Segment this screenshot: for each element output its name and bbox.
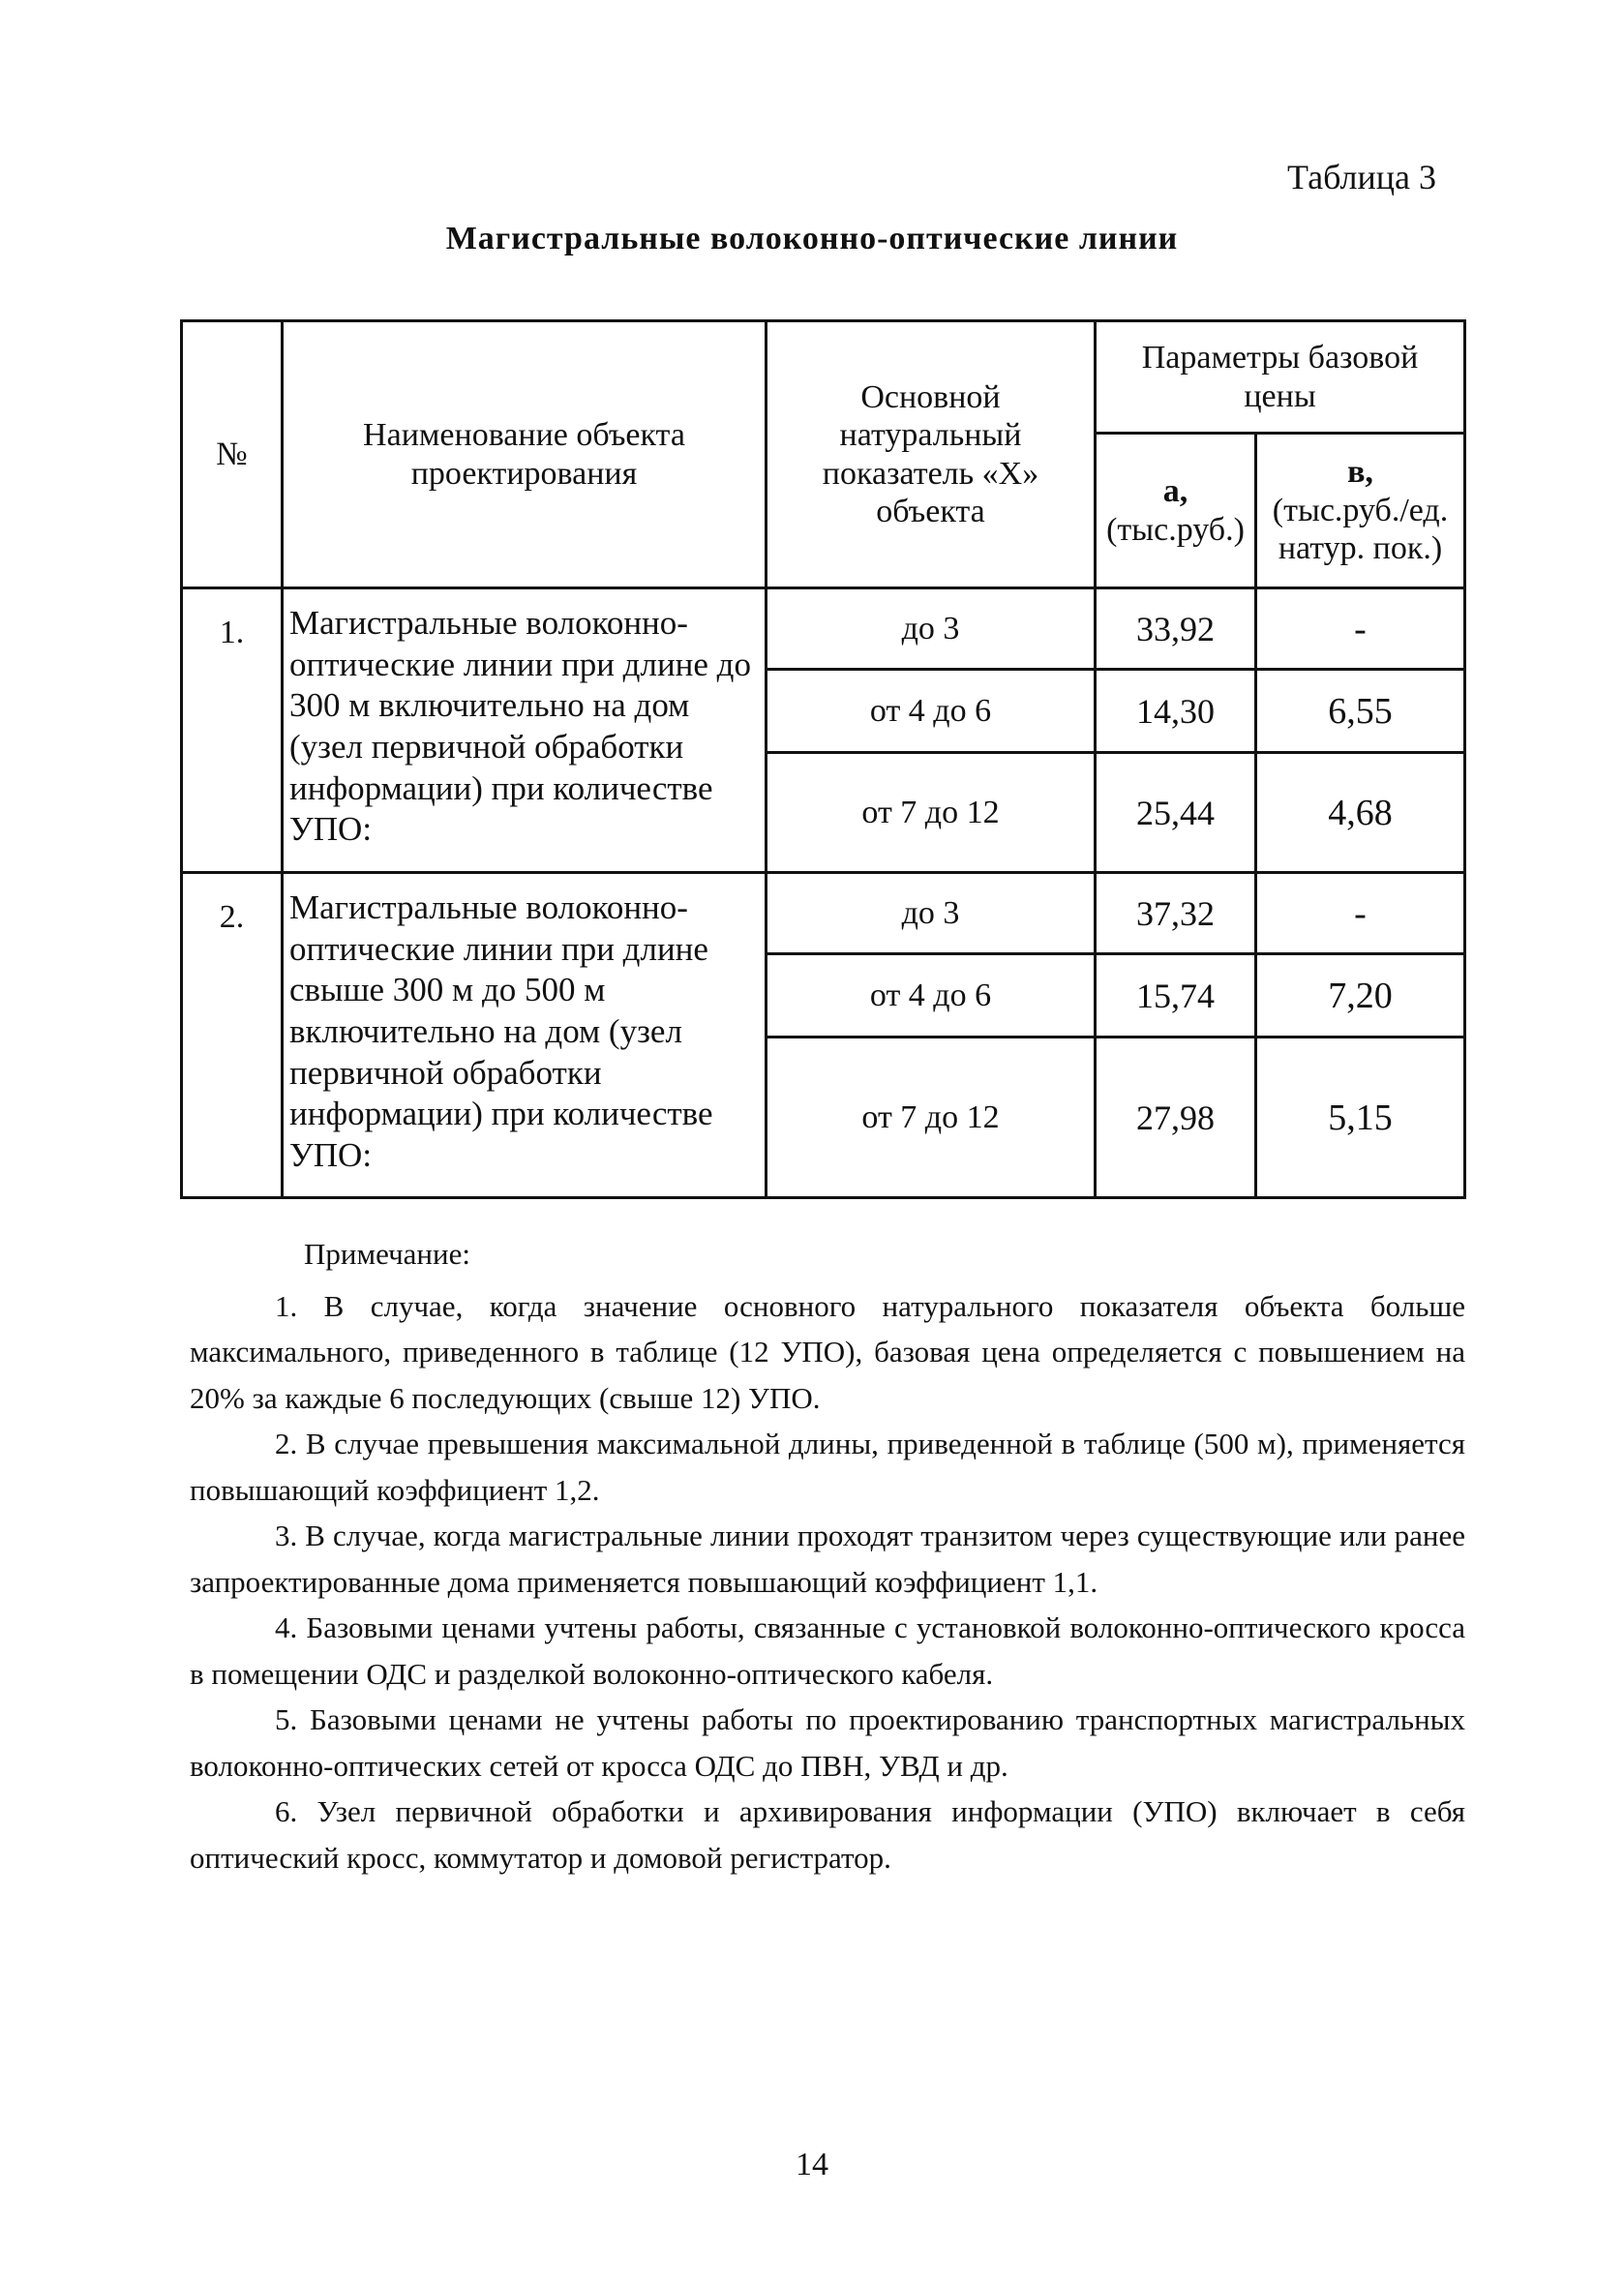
note-item: 4. Базовыми ценами учтены работы, связанные с установкой волоконно-оптического кросса в помещении ОДС и разделкой волоконно-оптического кабеля. bbox=[190, 1610, 1465, 1691]
price-a: 33,92 bbox=[1096, 588, 1256, 670]
price-a: 25,44 bbox=[1096, 753, 1256, 873]
header-b-unit: (тыс.руб./ед. натур. пок.) bbox=[1272, 492, 1449, 567]
price-b: 6,55 bbox=[1256, 670, 1465, 753]
table-label: Таблица 3 bbox=[1287, 158, 1436, 196]
price-a: 15,74 bbox=[1096, 954, 1256, 1038]
header-indicator: Основной натуральный показатель «Х» объекта bbox=[767, 321, 1096, 588]
note-item: 6. Узел первичной обработки и архивирования информации (УПО) включает в себя оптический кросс, коммутатор и домовой регистратор. bbox=[190, 1794, 1465, 1875]
header-b bbox=[1256, 434, 1465, 588]
indicator-value: от 7 до 12 bbox=[767, 1038, 1096, 1198]
notes-title: Примечание: bbox=[304, 1237, 470, 1271]
header-a bbox=[1096, 434, 1256, 588]
header-a-unit: (тыс.руб.) bbox=[1106, 511, 1245, 548]
row-number: 2. bbox=[182, 873, 283, 1198]
indicator-value: до 3 bbox=[767, 873, 1096, 954]
header-name: Наименование объекта проектирования bbox=[283, 321, 767, 588]
price-table bbox=[180, 319, 1466, 1199]
price-a: 37,32 bbox=[1096, 873, 1256, 954]
document-title: Магистральные волоконно-оптические линии bbox=[445, 221, 1179, 256]
price-b: - bbox=[1256, 873, 1465, 954]
price-b: 4,68 bbox=[1256, 753, 1465, 873]
header-params: Параметры базовой цены bbox=[1096, 321, 1465, 434]
row-number: 1. bbox=[182, 588, 283, 873]
note-item: 2. В случае превышения максимальной длины, приведенной в таблице (500 м), применяется повышающий коэффициент 1,2. bbox=[190, 1427, 1465, 1507]
price-a: 14,30 bbox=[1096, 670, 1256, 753]
header-a-label: а, bbox=[1162, 473, 1188, 510]
table-row bbox=[182, 873, 1465, 954]
price-b: 7,20 bbox=[1256, 954, 1465, 1038]
indicator-value: от 4 до 6 bbox=[767, 670, 1096, 753]
object-name: Магистральные волоконно-оптические линии при длине до 300 м включительно на дом (узел первичной обработки информации) при количестве УПО: bbox=[283, 588, 767, 873]
indicator-value: от 4 до 6 bbox=[767, 954, 1096, 1038]
price-b: 5,15 bbox=[1256, 1038, 1465, 1198]
note-item: 5. Базовыми ценами не учтены работы по проектированию транспортных магистральных волоконно-оптических сетей от кросса ОДС до ПВН, УВД и др. bbox=[190, 1702, 1465, 1783]
indicator-value: от 7 до 12 bbox=[767, 753, 1096, 873]
header-b-label: в, bbox=[1347, 454, 1373, 491]
table-row bbox=[182, 588, 1465, 670]
notes-section bbox=[190, 1231, 1465, 1880]
page-number: 14 bbox=[796, 2147, 828, 2182]
header-num: № bbox=[182, 321, 283, 588]
indicator-value: до 3 bbox=[767, 588, 1096, 670]
object-name: Магистральные волоконно-оптические линии при длине свыше 300 м до 500 м включительно на дом (узел первичной обработки информации) при количестве УПО: bbox=[283, 873, 767, 1198]
price-b: - bbox=[1256, 588, 1465, 670]
note-item: 1. В случае, когда значение основного натурального показателя объекта больше максимального, приведенного в таблице (12 УПО), базовая цена определяется с повышением на 20% за каждые 6 последующих (свыше 12) УПО. bbox=[190, 1288, 1465, 1415]
note-item: 3. В случае, когда магистральные линии проходят транзитом через существующие или ранее запроектированные дома применяется повышающий коэффициент 1,1. bbox=[190, 1519, 1465, 1599]
price-a: 27,98 bbox=[1096, 1038, 1256, 1198]
